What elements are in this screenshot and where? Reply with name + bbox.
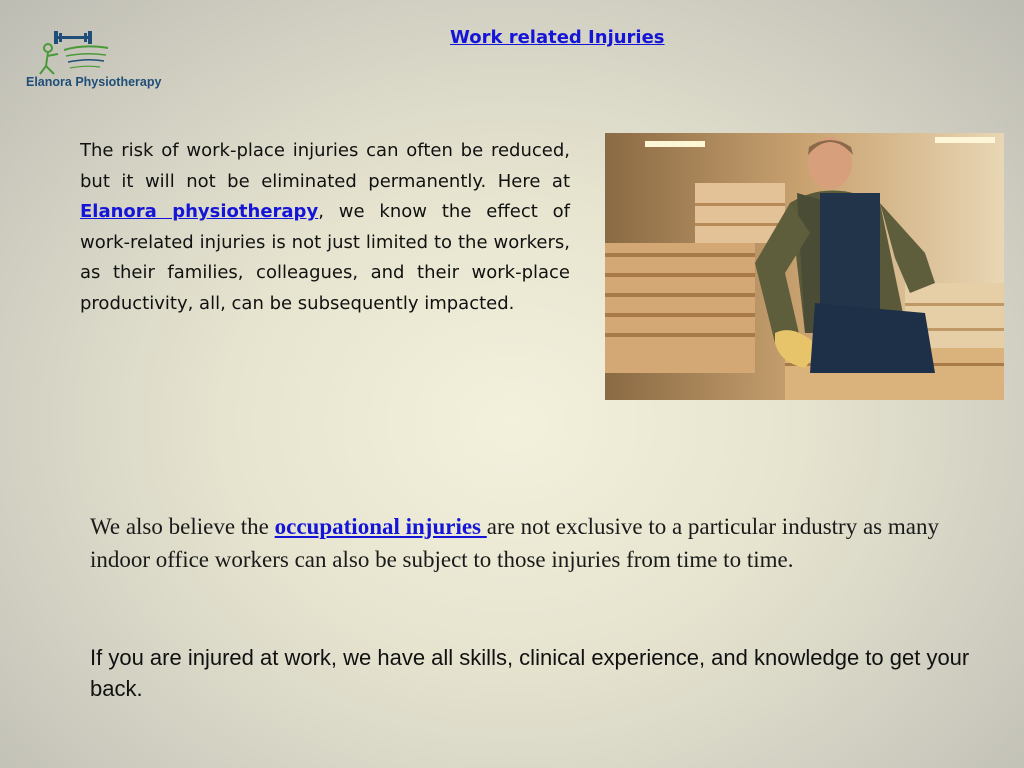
elanora-physiotherapy-link[interactable]: Elanora physiotherapy (80, 201, 319, 223)
para2-text-after-link: are not exclusive to a particular industry as many indoor office workers can also be subject to those injuries from time to time. (90, 514, 939, 572)
intro-text-after-link: , we know the effect of work-related injuries is not just limited to the workers, as their families, colleagues, and their work-place productivity, all, can be subsequently impacted. (80, 201, 570, 314)
logo-text: Elanora Physiotherapy (26, 75, 162, 89)
physiotherapy-figure-with-dumbbell-icon (34, 28, 114, 76)
injured-at-work-paragraph: If you are injured at work, we have all skills, clinical experience, and knowledge to get your back. (90, 645, 970, 701)
occupational-injuries-link[interactable]: occupational injuries (274, 514, 487, 539)
worker-back-pain-photo (605, 133, 1004, 400)
para2-text-before-link: We also believe the (90, 514, 275, 539)
page-title-link[interactable]: Work related Injuries (450, 27, 665, 48)
intro-text-before-link: The risk of work-place injuries can often be reduced, but it will not be eliminated permanently. Here at (80, 140, 570, 192)
intro-paragraph (80, 136, 570, 320)
brand-logo[interactable] (24, 28, 189, 94)
occupational-injuries-paragraph (90, 511, 970, 576)
